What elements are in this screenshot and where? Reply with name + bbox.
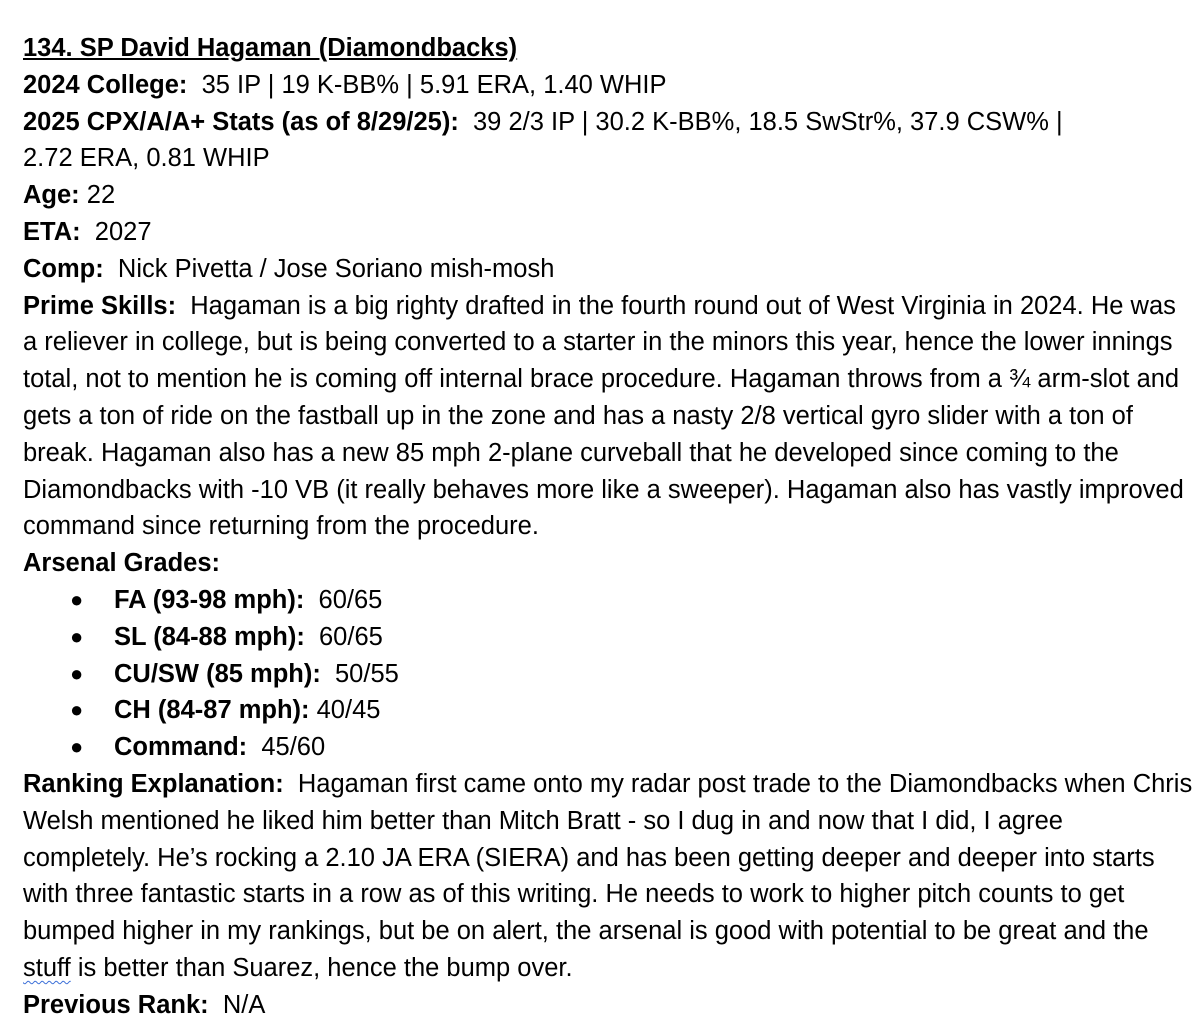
ranking-explanation-section [23,766,1193,987]
arsenal-grades-label: Arsenal Grades: [23,549,221,578]
comp-row [23,251,1193,288]
bullet-icon: ● [70,586,84,612]
ranking-explanation-text-end: is better than Suarez, hence the bump over. [77,953,573,982]
eta-value: 2027 [94,217,152,246]
ranking-explanation-label: Ranking Explanation: [23,769,284,798]
prime-skills-section [23,288,1193,546]
age-label: Age: [23,181,80,210]
arsenal-grades-list [23,582,1193,766]
pitch-grade: 50/55 [335,659,399,688]
bullet-icon: ● [70,697,84,723]
previous-rank-row [23,987,1193,1024]
list-item [23,656,1193,693]
previous-rank-value: N/A [222,990,266,1019]
player-title: 134. SP David Hagaman (Diamondbacks) [23,34,518,62]
eta-label: ETA: [23,217,81,246]
pitch-grade: 60/65 [318,585,383,614]
player-report [23,30,1193,1024]
pitch-label: CU/SW (85 mph): [114,659,321,688]
spellcheck-flagged-word[interactable]: stuff [23,953,71,982]
pro-stats-row-continued [23,140,1193,177]
age-value: 22 [86,181,116,210]
prime-skills-label: Prime Skills: [23,291,177,320]
pro-stats-value-line2: 2.72 ERA, 0.81 WHIP [23,144,270,173]
pro-stats-label: 2025 CPX/A/A+ Stats (as of 8/29/25): [23,107,459,136]
pitch-grade: 45/60 [261,733,326,762]
bullet-icon: ● [70,734,84,760]
pro-stats-row [23,104,1193,141]
bullet-icon: ● [70,660,84,686]
pitch-label: SL (84-88 mph): [114,622,305,651]
college-stats-row [23,67,1193,104]
comp-label: Comp: [23,254,104,283]
bullet-icon: ● [70,623,84,649]
age-row [23,177,1193,214]
list-item [23,582,1193,619]
comp-value: Nick Pivetta / Jose Soriano mish-mosh [117,254,555,283]
ranking-explanation-text: Hagaman first came onto my radar post trade to the Diamondbacks when Chris Welsh mentioned he liked him better than Mitch Bratt - so I dug in and now that I did, I agree completely. He’s rocking a 2.10 JA ERA (SIERA) and has been getting deeper and deeper into starts with three fantastic starts in a row as of this writing. He needs to work to higher pitch counts to get bumped higher in my rankings, but be on alert, the arsenal is good with potential to be great and the [23,769,1193,946]
list-item [23,692,1193,729]
eta-row [23,214,1193,251]
pitch-grade: 60/65 [319,622,383,651]
list-item [23,619,1193,656]
college-stats-value: 35 IP | 19 K-BB% | 5.91 ERA, 1.40 WHIP [201,70,667,99]
pitch-label: FA (93-98 mph): [114,585,305,614]
prime-skills-text: Hagaman is a big righty drafted in the fourth round out of West Virginia in 2024. He was a reliever in college, but is being converted to a starter in the minors this year, hence the lower innings total, not to mention he is coming off internal brace procedure. Hagaman throws from a ¾ arm-slot and gets a ton of ride on the fastball up in the zone and has a nasty 2/8 vertical gyro slider with a ton of break. Hagaman also has a new 85 mph 2-plane curveball that he developed since coming to the Diamondbacks with -10 VB (it really behaves more like a sweeper). Hagaman also has vastly improved command since returning from the procedure. [23,291,1184,541]
college-stats-label: 2024 College: [23,70,188,99]
pitch-label: Command: [114,733,248,762]
list-item [23,729,1193,766]
pro-stats-value-line1: 39 2/3 IP | 30.2 K-BB%, 18.5 SwStr%, 37.9 CSW% | [473,107,1063,136]
previous-rank-label: Previous Rank: [23,990,209,1019]
pitch-label: CH (84-87 mph): [114,696,310,725]
pitch-grade: 40/45 [316,696,381,725]
